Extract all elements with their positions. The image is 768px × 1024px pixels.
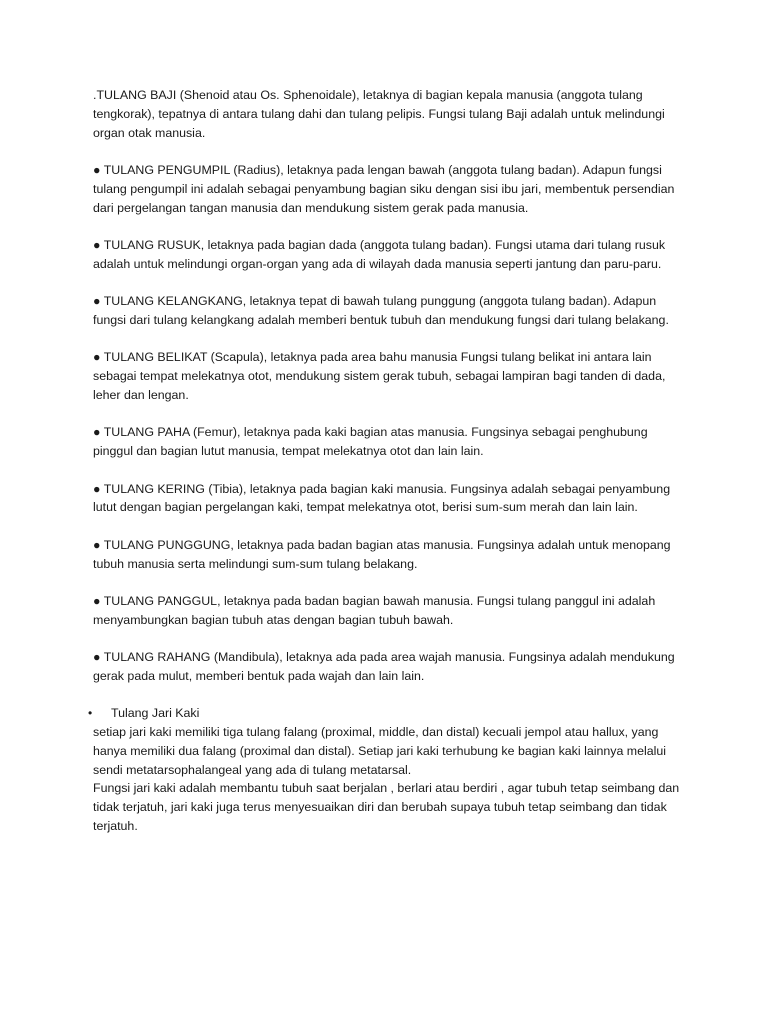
- paragraph-tulang-paha: ● TULANG PAHA (Femur), letaknya pada kaki bagian atas manusia. Fungsinya sebagai penghubung pinggul dan bagian lutut manusia, tempat melekatnya otot dan lain lain.: [93, 425, 648, 459]
- bullet-body-description: setiap jari kaki memiliki tiga tulang falang (proximal, middle, dan distal) kecuali jempol atau hallux, yang hanya memiliki dua falang (proximal dan distal). Setiap jari kaki terhubung ke bagian kaki lainnya melalui sendi metatarsophalangeal yang ada di tulang metatarsal.: [93, 725, 667, 777]
- document-body: [88, 86, 683, 836]
- bullet-body-function: Fungsi jari kaki adalah membantu tubuh saat berjalan , berlari atau berdiri , agar tubuh tetap seimbang dan tidak terjatuh, jari kaki juga terus menyesuaikan diri dan berubah supaya tubuh tetap seimbang dan tidak terjatuh.: [93, 781, 680, 834]
- paragraph-tulang-panggul: ● TULANG PANGGUL, letaknya pada badan bagian bawah manusia. Fungsi tulang panggul ini adalah menyambungkan bagian tubuh atas dengan bagian tubuh bawah.: [93, 593, 656, 627]
- paragraph-tulang-pengumpil: ● TULANG PENGUMPIL (Radius), letaknya pada lengan bawah (anggota tulang badan). Adapun fungsi tulang pengumpil ini adalah sebagai penyambung bagian siku dengan sisi ibu jari, membentuk persendian dari pergelangan tangan manusia dan mendukung sistem gerak pada manusia.: [93, 162, 675, 215]
- paragraph-tulang-rahang: ● TULANG RAHANG (Mandibula), letaknya ada pada area wajah manusia. Fungsinya adalah mendukung gerak pada mulut, memberi bentuk pada wajah dan lain lain.: [93, 650, 675, 683]
- paragraph-tulang-kering: ● TULANG KERING (Tibia), letaknya pada bagian kaki manusia. Fungsinya adalah sebagai penyambung lutut dengan bagian pergelangan kaki, tempat melekatnya otot, berisi sum-sum merah dan lain lain.: [93, 481, 671, 515]
- paragraph-tulang-kelangkang: ● TULANG KELANGKANG, letaknya tepat di bawah tulang punggung (anggota tulang badan). Adapun fungsi dari tulang kelangkang adalah memberi bentuk tubuh dan mendukung fungsi dari tulang belakang.: [93, 294, 669, 327]
- bullet-title: Tulang Jari Kaki: [111, 706, 200, 721]
- bullet-list-item: [88, 704, 683, 836]
- bullet-marker: •: [88, 706, 93, 721]
- paragraph-tulang-rusuk: ● TULANG RUSUK, letaknya pada bagian dada (anggota tulang badan). Fungsi utama dari tulang rusuk adalah untuk melindungi organ-organ yang ada di wilayah dada manusia seperti jantung dan paru-paru.: [93, 237, 666, 271]
- paragraph-tulang-baji: .TULANG BAJI (Shenoid atau Os. Sphenoidale), letaknya di bagian kepala manusia (anggota tulang tengkorak), tepatnya di antara tulang dahi dan tulang pelipis. Fungsi tulang Baji adalah untuk melindungi organ otak manusia.: [93, 88, 665, 140]
- paragraph-tulang-belikat: ● TULANG BELIKAT (Scapula), letaknya pada area bahu manusia Fungsi tulang belikat ini antara lain sebagai tempat melekatnya otot, mendukung sistem gerak tubuh, sebagai lampiran bagi tanden di dada, leher dan lengan.: [93, 350, 666, 402]
- paragraph-tulang-punggung: ● TULANG PUNGGUNG, letaknya pada badan bagian atas manusia. Fungsinya adalah untuk menopang tubuh manusia serta melindungi sum-sum tulang belakang.: [93, 537, 671, 571]
